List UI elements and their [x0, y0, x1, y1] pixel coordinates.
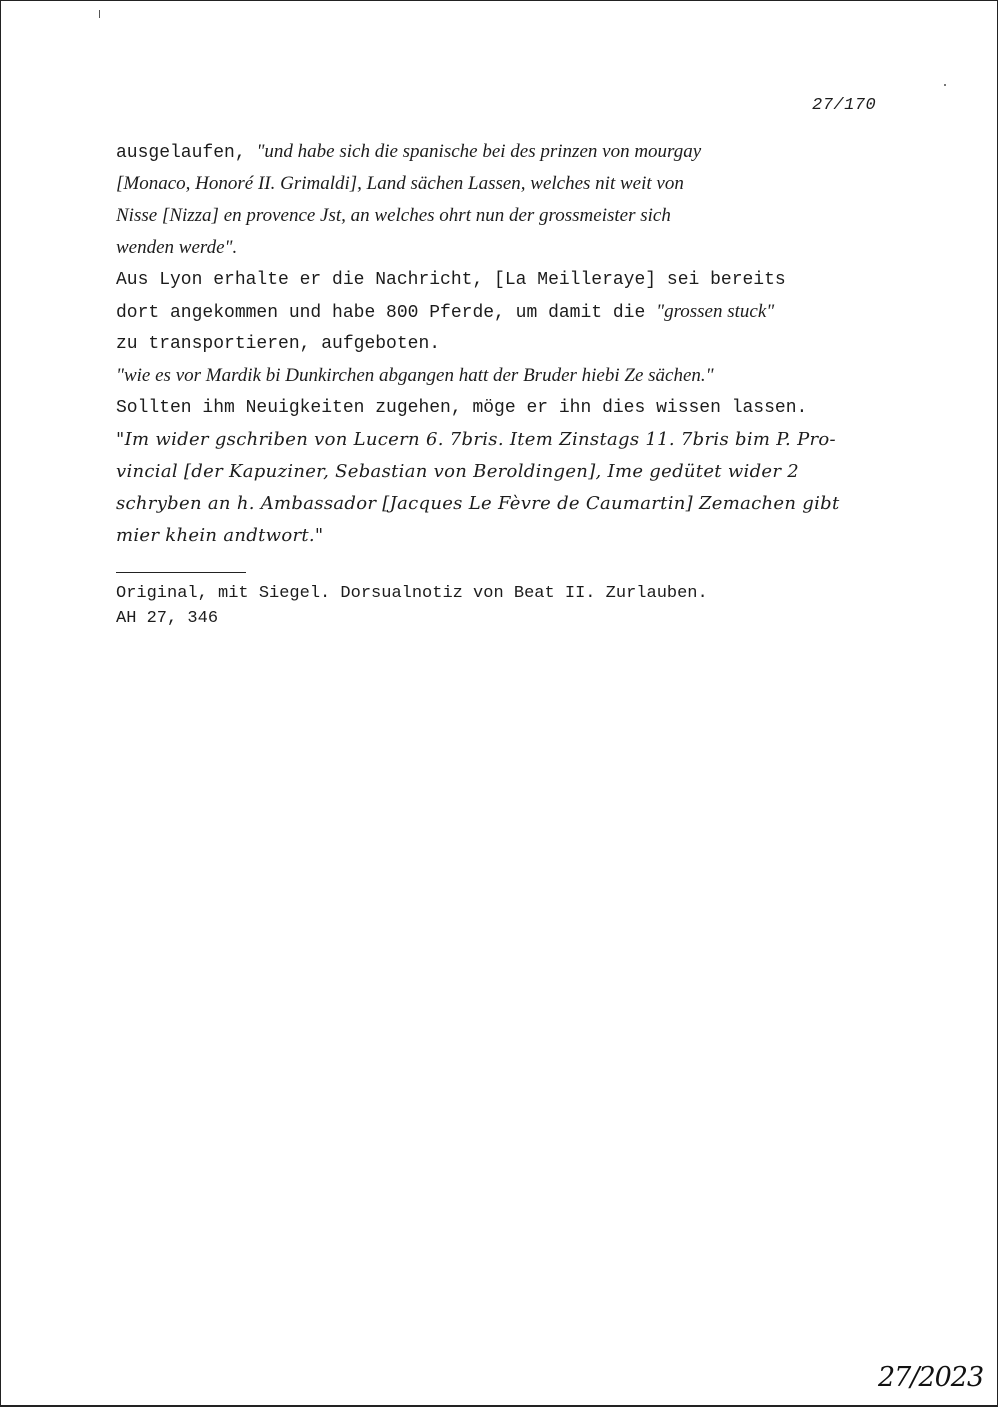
text-line	[116, 168, 896, 200]
quote-segment: vincial [der Kapuziner, Sebastian von Beroldingen], Ime gedütet wider 2	[116, 461, 800, 482]
quote-segment: wenden werde".	[116, 237, 238, 258]
quote-segment: [Monaco, Honoré II. Grimaldi], Land sächen Lassen, welches nit weit von	[116, 173, 684, 194]
text-line	[116, 296, 896, 328]
text-line	[116, 264, 896, 296]
text-segment: ausgelaufen,	[116, 143, 257, 163]
quote-segment: mier khein andtwort."	[116, 525, 324, 546]
quote-segment: schryben an h. Ambassador [Jacques Le Fèvre de Caumartin] Zemachen gibt	[116, 493, 840, 514]
text-line	[116, 360, 896, 392]
letter-body	[116, 136, 896, 552]
text-line	[116, 456, 896, 488]
footnote-rule	[116, 572, 246, 573]
quote-segment: Nisse [Nizza] en provence Jst, an welches ohrt nun der grossmeister sich	[116, 205, 671, 226]
text-line	[116, 200, 896, 232]
footnote-source: Original, mit Siegel. Dorsualnotiz von Beat II. Zurlauben.	[116, 584, 708, 603]
text-segment: zu transportieren, aufgeboten.	[116, 334, 441, 354]
scan-dot	[944, 84, 946, 86]
text-segment: Sollten ihm Neuigkeiten zugehen, möge er ihn dies wissen lassen.	[116, 398, 808, 418]
text-line	[116, 488, 896, 520]
text-line	[116, 520, 896, 552]
footnote-reference: AH 27, 346	[116, 609, 219, 628]
margin-tick	[99, 10, 100, 18]
quote-segment: "wie es vor Mardik bi Dunkirchen abgangen hatt der Bruder hiebi Ze sächen."	[116, 365, 714, 386]
text-segment: Aus Lyon erhalte er die Nachricht, [La Meilleraye] sei bereits	[116, 270, 786, 290]
text-line	[116, 328, 896, 360]
text-segment: dort angekommen und habe 800 Pferde, um damit die	[116, 303, 657, 323]
quote-segment: "grossen stuck"	[656, 301, 775, 322]
quote-segment: "Im wider gschriben von Lucern 6. 7bris. Item Zinstags 11. 7bris bim P. Pro-	[116, 429, 836, 450]
text-line	[116, 424, 896, 456]
footnote	[116, 581, 708, 631]
archive-number: 27/2023	[878, 1362, 984, 1393]
text-line	[116, 136, 896, 168]
text-line	[116, 232, 896, 264]
quote-segment: "und habe sich die spanische bei des prinzen von mourgay	[256, 141, 702, 162]
text-line	[116, 392, 896, 424]
page-number: 27/170	[812, 96, 877, 115]
